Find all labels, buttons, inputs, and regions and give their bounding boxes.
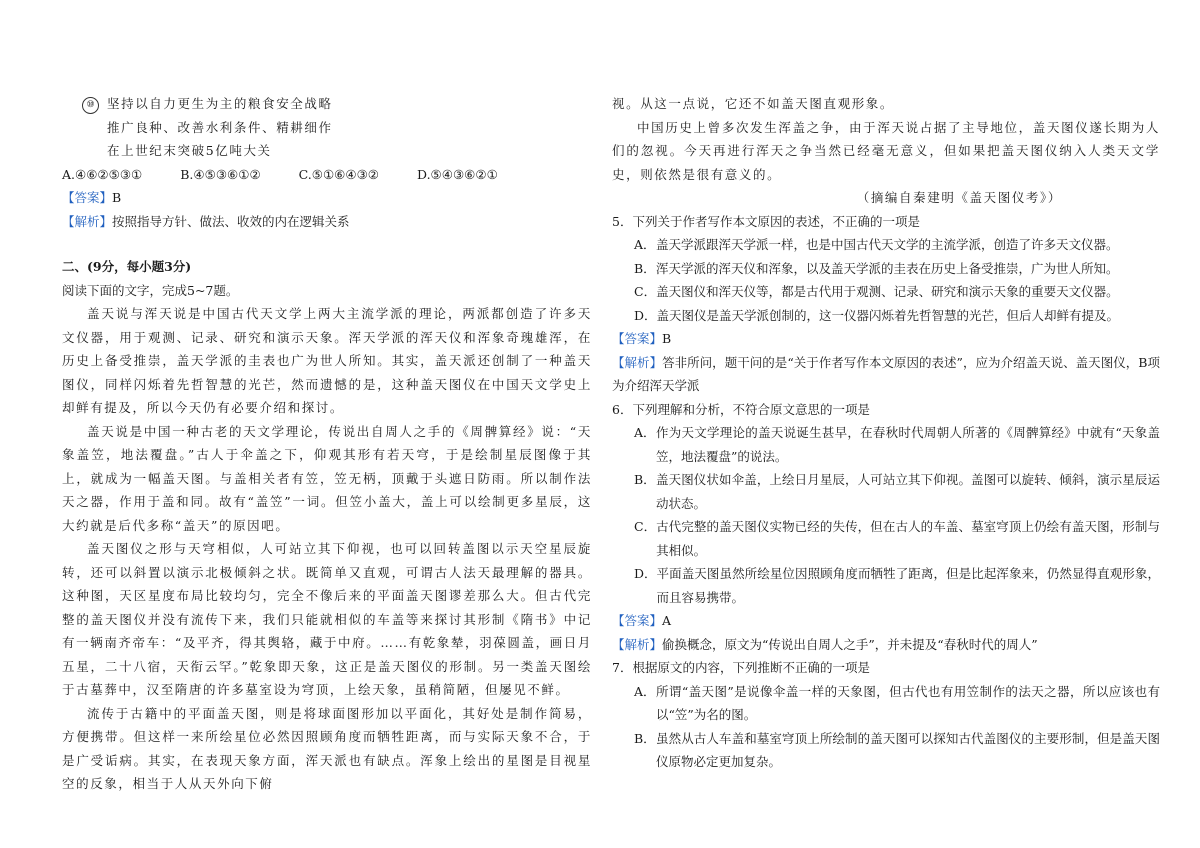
- answer-value: B: [112, 190, 122, 205]
- q5-answer: [612, 327, 1160, 351]
- option-c: C.⑤①⑥④③②: [298, 166, 379, 182]
- option-text: 盖天学派跟浑天学派一样，也是中国古代天文学的主流学派，创造了许多天文仪器。: [656, 237, 1119, 252]
- circled-number-10: ⑩: [82, 97, 99, 114]
- analysis-text: 答非所问，题干问的是“关于作者写作本文原因的表述”，应为介绍盖天说、盖天图仪，B项为介绍浑天学派: [612, 354, 1160, 393]
- option-text: 浑天学派的浑天仪和浑象，以及盖天学派的圭表在历史上备受推崇，广为世人所知。: [656, 260, 1119, 276]
- analysis-text: 按照指导方针、做法、收效的内在逻辑关系: [112, 213, 350, 229]
- option-key: B．: [634, 730, 656, 746]
- option-text: 盖天图仪是盖天学派创制的，这一仪器闪烁着先哲智慧的光芒，但后人却鲜有提及。: [656, 307, 1120, 323]
- q5-option-a: [612, 233, 1160, 257]
- q6-analysis: [612, 633, 1160, 657]
- item-10-line-3: 在上世纪末突破5亿吨大关: [107, 143, 272, 158]
- option-text: 作为天文学理论的盖天说诞生甚早，在春秋时代周朝人所著的《周髀算经》中就有“天象盖笠，地法覆盘”的说法。: [656, 425, 1160, 464]
- answer-tag: 【答案】: [612, 331, 663, 346]
- left-column: [62, 92, 592, 796]
- option-text: 虽然从古人车盖和墓室穹顶上所绘制的盖天图可以探知古代盖图仪的主要形制，但是盖天图仪原物必定更加复杂。: [656, 730, 1160, 769]
- question-4-options: [62, 163, 592, 187]
- passage-continuation: 视。从这一点说，它还不如盖天图直观形象。: [612, 96, 895, 111]
- q7-option-b: [612, 727, 1160, 774]
- option-key: A．: [634, 683, 656, 699]
- option-b: B.④⑤③⑥①②: [180, 166, 261, 182]
- passage-final-paragraph: 中国历史上曾多次发生浑盖之争，由于浑天说占据了主导地位，盖天图仪遂长期为人们的忽视。今天再进行浑天之争当然已经毫无意义，但如果把盖天图仪纳入人类天文学史，则依然是很有意义的。: [612, 119, 1160, 182]
- option-d: D.⑤④③⑥②①: [417, 166, 498, 182]
- q6-option-c: [612, 515, 1160, 562]
- option-key: B．: [634, 260, 656, 276]
- q4-analysis: [62, 210, 592, 234]
- option-key: D．: [634, 566, 657, 581]
- option-text: 盖天图仪状如伞盖，上绘日月星辰，人可站立其下仰视。盖图可以旋转、倾斜，演示星辰运动状态。: [656, 472, 1160, 511]
- q5-option-d: [612, 304, 1160, 328]
- q6-option-b: [612, 468, 1160, 515]
- option-key: C．: [634, 519, 657, 534]
- option-key: D．: [634, 307, 657, 323]
- option-key: B．: [634, 472, 656, 487]
- passage-paragraph-2: 盖天说是中国一种古老的天文学理论，传说出自周人之手的《周髀算经》说：“天象盖笠，地法覆盘。”古人于伞盖之下，仰观其形有若天穹，于是绘制星辰图像于其上，就成为一幅盖天图。与盖相关者有笠，笠无柄，顶戴于头遮日防雨。所以制作法天之器，作用于盖和同。故有“盖笠”一词。但笠小盖大，盖上可以绘制更多星辰，这大约就是后代多称“盖天”的原因吧。: [62, 423, 592, 533]
- item-10-line-2: 推广良种、改善水利条件、精耕细作: [107, 119, 333, 135]
- q6-option-d: [612, 562, 1160, 609]
- q6-stem: 6．下列理解和分析，不符合原文意思的一项是: [612, 401, 870, 417]
- option-key: C．: [634, 284, 657, 299]
- passage-paragraph-3: 盖天图仪之形与天穹相似，人可站立其下仰视，也可以回转盖图以示天空星辰旋转，还可以斜置以演示北极倾斜之状。既简单又直观，可谓古人法天最理解的器具。这种图，天区星度布局比较均匀，完全不像后来的平面盖天图谬差那么大。但古代完整的盖天图仪并没有流传下来，我们只能就相似的车盖等来探讨其形制《隋书》中记有一辆南齐帝车：“及平齐，得其舆辂，藏于中府。……有乾象辇，羽葆圆盖，画日月五星，二十八宿，天衔云罕。”乾象即天象，这正是盖天图仪的形制。另一类盖天图绘于古墓葬中，汉至隋唐的许多墓室设为穹顶，上绘天象，虽稍简陋，但屡见不鲜。: [62, 541, 592, 697]
- q7-stem: 7．根据原文的内容，下列推断不正确的一项是: [612, 660, 870, 675]
- answer-tag: 【答案】: [612, 613, 663, 628]
- item-10-title-line: [62, 92, 592, 116]
- answer-tag: 【答案】: [62, 190, 113, 205]
- passage-paragraph-1: 盖天说与浑天说是中国古代天文学上两大主流学派的理论，两派都创造了许多天文仪器，用于观测、记录、研究和演示天象。浑天学派的浑天仪和浑象奇瑰雄浑，在历史上备受推崇，盖天学派的圭表也广为世人所知。其实，盖天派还创制了一种盖天图仪，同样闪烁着先哲智慧的光芒，然而遗憾的是，这种盖天图仪在中国天文学史上却鲜有提及，所以今天仍有必要介绍和探讨。: [62, 306, 592, 415]
- passage-paragraph-4: 流传于古籍中的平面盖天图，则是将球面图形加以平面化，其好处是制作简易，方便携带。但这样一来所绘星位必然因照顾角度而牺牲距离，而与实际天象不合，于是广受诟病。其实，在表现天象方面，浑天派也有缺点。浑象上绘出的星图是目视星空的反象，相当于人从天外向下俯: [62, 705, 592, 791]
- analysis-text: 偷换概念，原文为“传说出自周人之手”，并未提及“春秋时代的周人”: [662, 636, 1038, 652]
- answer-value: B: [662, 331, 672, 346]
- right-column: [612, 92, 1160, 774]
- option-text: 所谓“盖天图”是说像伞盖一样的天象图，但古代也有用笠制作的法天之器，所以应该也有以“笠”为名的图。: [656, 683, 1160, 722]
- reading-instruction: 阅读下面的文字，完成5~7题。: [62, 282, 239, 298]
- option-key: A．: [634, 425, 656, 440]
- q5-stem: 5．下列关于作者写作本文原因的表述，不正确的一项是: [612, 213, 920, 229]
- q6-answer: [612, 609, 1160, 633]
- option-a: A.④⑥②⑤③①: [62, 166, 143, 182]
- option-text: 盖天图仪和浑天仪等，都是古代用于观测、记录、研究和演示天象的重要天文仪器。: [656, 284, 1119, 299]
- q5-option-c: [612, 280, 1160, 304]
- passage-source: （摘编自秦建明《盖天图仪考》）: [856, 190, 1062, 205]
- answer-value: A: [662, 613, 672, 628]
- q6-option-a: [612, 421, 1160, 468]
- option-key: A．: [634, 237, 656, 252]
- section-heading: 二、(9分，每小题3分): [62, 259, 192, 274]
- option-text: 古代完整的盖天图仪实物已经的失传，但在古人的车盖、墓室穹顶上仍绘有盖天图，形制与其相似。: [656, 519, 1160, 558]
- analysis-tag: 【解析】: [612, 636, 663, 652]
- analysis-tag: 【解析】: [612, 354, 663, 370]
- option-text: 平面盖天图虽然所绘星位因照顾角度而牺牲了距离，但是比起浑象来，仍然显得直观形象，而且容易携带。: [656, 566, 1160, 605]
- q4-answer: [62, 186, 592, 210]
- analysis-tag: 【解析】: [62, 213, 113, 229]
- item-10-title: 坚持以自力更生为主的粮食安全战略: [107, 96, 333, 111]
- q5-analysis: [612, 351, 1160, 398]
- q5-option-b: [612, 257, 1160, 281]
- q7-option-a: [612, 680, 1160, 727]
